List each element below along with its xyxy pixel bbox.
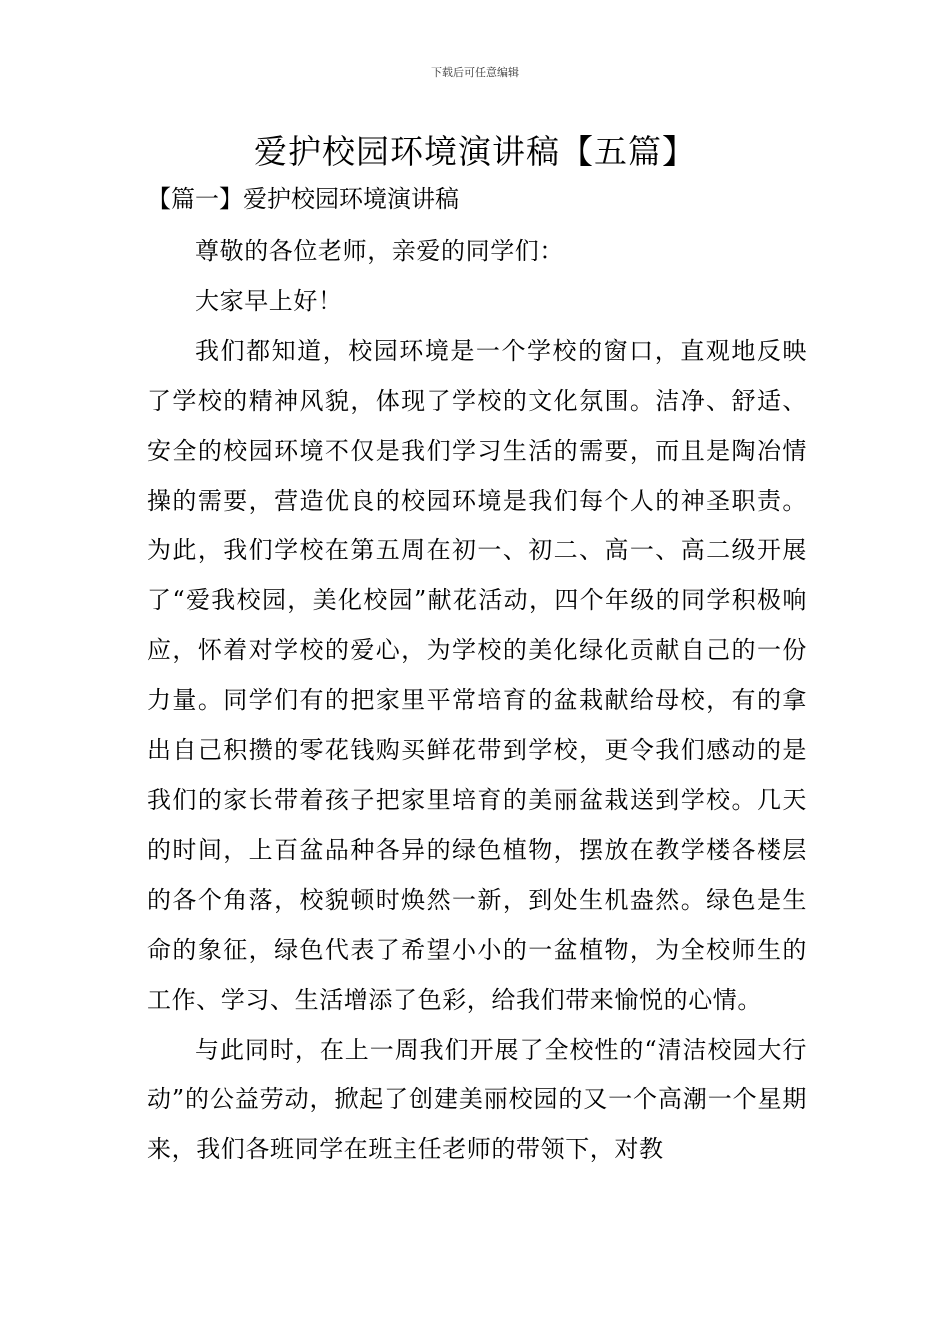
greeting-paragraph: 大家早上好！: [195, 286, 343, 315]
header-note: 下载后可任意编辑: [431, 66, 519, 79]
document-title: 爱护校园环境演讲稿【五篇】: [254, 132, 696, 171]
section-heading: 【篇一】爱护校园环境演讲稿: [147, 185, 459, 213]
body-paragraph: 与此同时，在上一周我们开展了全校性的“清洁校园大行动”的公益劳动，掀起了创建美丽校园的又一个高潮一个星期来，我们各班同学在班主任老师的带领下，对教: [147, 1035, 807, 1164]
body-paragraph: 我们都知道，校园环境是一个学校的窗口，直观地反映了学校的精神风貌，体现了学校的文化氛围。洁净、舒适、安全的校园环境不仅是我们学习生活的需要，而且是陶冶情操的需要，营造优良的校园环境是我们每个人的神圣职责。为此，我们学校在第五周在初一、初二、高一、高二级开展了“爱我校园，美化校园”献花活动，四个年级的同学积极响应，怀着对学校的爱心，为学校的美化绿化贡献自己的一份力量。同学们有的把家里平常培育的盆栽献给母校，有的拿出自己积攒的零花钱购买鲜花带到学校，更令我们感动的是我们的家长带着孩子把家里培育的美丽盆栽送到学校。几天的时间，上百盆品种各异的绿色植物，摆放在教学楼各楼层的各个角落，校貌顿时焕然一新，到处生机盎然。绿色是生命的象征，绿色代表了希望小小的一盆植物，为全校师生的工作、学习、生活增添了色彩，给我们带来愉悦的心情。: [147, 336, 807, 1014]
salutation-paragraph: 尊敬的各位老师，亲爱的同学们：: [195, 237, 564, 265]
body-text: [147, 227, 807, 1175]
